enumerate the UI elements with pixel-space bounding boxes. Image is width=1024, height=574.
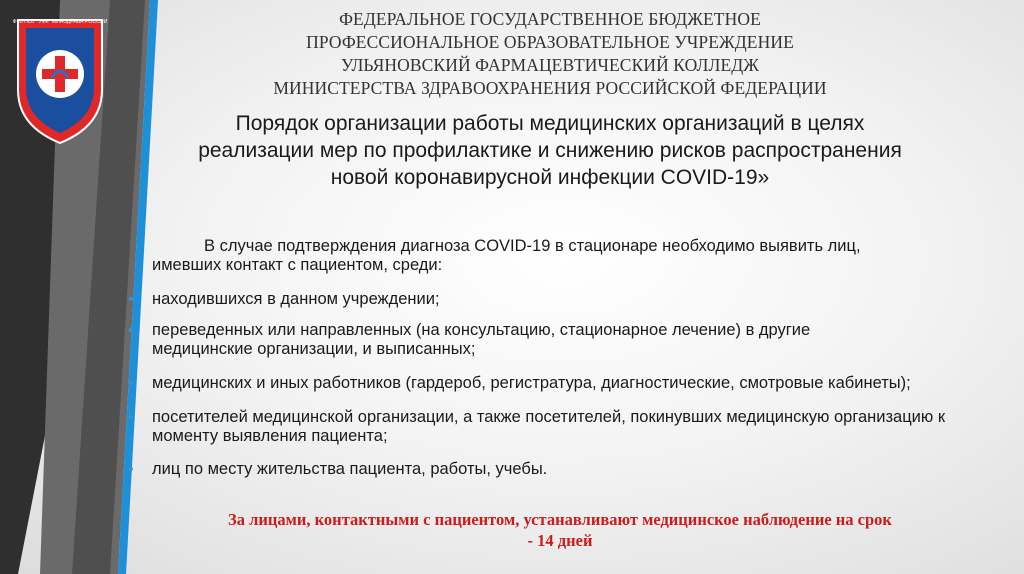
header-line-4: МИНИСТЕРСТВА ЗДРАВООХРАНЕНИЯ РОССИЙСКОЙ ФЕДЕРАЦИИ	[273, 78, 827, 98]
list-item	[128, 408, 988, 446]
contact-list	[128, 290, 988, 493]
list-item	[128, 374, 988, 393]
bullet-icon: •	[128, 322, 134, 339]
observation-note	[120, 509, 1000, 551]
intro-line-1: В случае подтверждения диагноза COVID-19 в стационаре необходимо выявить лиц,	[204, 237, 861, 255]
note-line-1: За лицами, контактными с пациентом, устанавливают медицинское наблюдение на срок	[228, 510, 892, 529]
slide-title	[120, 110, 980, 191]
intro-paragraph	[152, 237, 992, 275]
header-line-3: УЛЬЯНОВСКИЙ ФАРМАЦЕВТИЧЕСКИЙ КОЛЛЕДЖ	[340, 55, 760, 75]
intro-line-2: имевших контакт с пациентом, среди:	[152, 256, 443, 274]
list-item-text: лиц по месту жительства пациента, работы, учебы.	[152, 460, 548, 478]
list-item	[128, 460, 988, 479]
title-line-1: Порядок организации работы медицинских организаций в целях	[235, 112, 865, 135]
college-logo	[10, 8, 110, 148]
note-line-2: - 14 дней	[527, 531, 593, 550]
institution-header	[200, 8, 900, 100]
title-line-2: реализации мер по профилактике и снижению рисков распространения	[198, 139, 902, 162]
bullet-icon: •	[128, 461, 134, 478]
list-item	[128, 321, 988, 359]
bullet-icon: •	[128, 375, 134, 392]
list-item	[128, 290, 988, 309]
list-item-text: переведенных или направленных (на консультацию, стационарное лечение) в другие медицинские организации, и выписанных;	[152, 321, 811, 358]
bullet-icon: •	[128, 409, 134, 426]
bullet-icon: •	[128, 291, 134, 308]
list-item-text: посетителей медицинской организации, а также посетителей, покинувших медицинскую организацию к моменту выявления пациента;	[152, 408, 946, 445]
list-item-text: находившихся в данном учреждении;	[152, 290, 440, 308]
list-item-text: медицинских и иных работников (гардероб, регистратура, диагностические, смотровые кабинеты);	[152, 374, 911, 392]
logo-caption: ФГБ ПОУ "УФК" МИНЗДРАВА РОССИИ	[12, 19, 108, 25]
header-line-2: ПРОФЕССИОНАЛЬНОЕ ОБРАЗОВАТЕЛЬНОЕ УЧРЕЖДЕНИЕ	[306, 32, 794, 52]
header-line-1: ФЕДЕРАЛЬНОЕ ГОСУДАРСТВЕННОЕ БЮДЖЕТНОЕ	[339, 9, 761, 29]
title-line-3: новой коронавирусной инфекции COVID-19»	[330, 166, 770, 189]
